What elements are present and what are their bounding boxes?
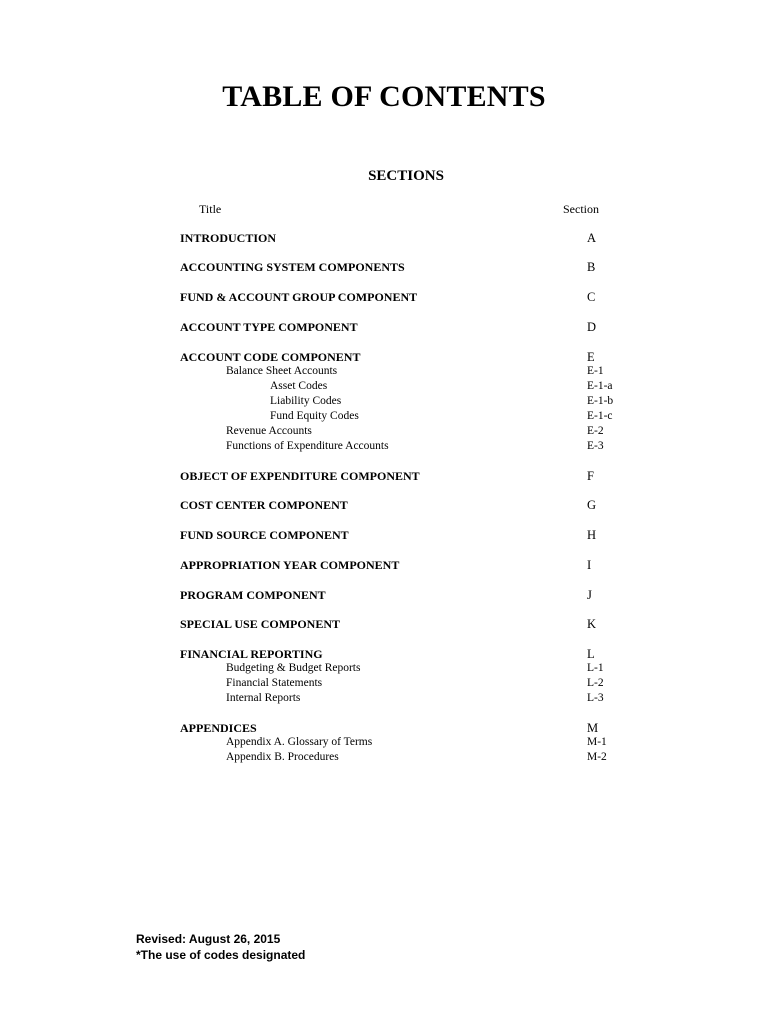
toc-entry-section: K xyxy=(587,617,597,631)
toc-entry-section: E-1 xyxy=(587,365,604,377)
toc-entry xyxy=(0,365,768,381)
toc-entry xyxy=(0,260,768,276)
toc-entry-title: COST CENTER COMPONENT xyxy=(180,498,348,512)
toc-entry-title: ACCOUNTING SYSTEM COMPONENTS xyxy=(180,260,405,274)
toc-entry-section: C xyxy=(587,290,596,304)
toc-entry-section: L-3 xyxy=(587,692,604,704)
toc-entry xyxy=(0,736,768,752)
toc-entry-title: Internal Reports xyxy=(226,692,301,704)
toc-entry-title: Financial Statements xyxy=(226,677,323,689)
toc-entry xyxy=(0,290,768,306)
toc-entry xyxy=(0,662,768,678)
toc-entry-section: E-1-a xyxy=(587,380,613,392)
toc-entry xyxy=(0,350,768,366)
toc-entry-section: L-1 xyxy=(587,662,604,674)
toc-entry-title: PROGRAM COMPONENT xyxy=(180,588,326,602)
toc-entry-section: J xyxy=(587,588,592,602)
toc-entry-section: E-1-c xyxy=(587,410,613,422)
toc-entry xyxy=(0,677,768,693)
toc-entry-title: INTRODUCTION xyxy=(180,231,277,245)
sections-heading: SECTIONS xyxy=(368,168,444,184)
toc-entry-section: D xyxy=(587,320,597,334)
toc-entry xyxy=(0,647,768,663)
toc-entry-title: Appendix A. Glossary of Terms xyxy=(226,736,373,748)
toc-entry-title: ACCOUNT CODE COMPONENT xyxy=(180,350,361,364)
toc-entry-section: L-2 xyxy=(587,677,604,689)
toc-entry-title: Asset Codes xyxy=(270,380,328,392)
footer-note: *The use of codes designated xyxy=(136,948,306,962)
toc-entry xyxy=(0,440,768,456)
toc-entry xyxy=(0,528,768,544)
toc-entry xyxy=(0,425,768,441)
toc-entry-section: A xyxy=(587,231,597,245)
toc-entry-section: L xyxy=(587,647,595,661)
toc-entry xyxy=(0,692,768,708)
toc-entry xyxy=(0,380,768,396)
toc-entry-title: Revenue Accounts xyxy=(226,425,312,437)
toc-entry-section: M-2 xyxy=(587,751,607,763)
toc-entry xyxy=(0,410,768,426)
toc-entry-section: B xyxy=(587,260,596,274)
toc-entry-title: Functions of Expenditure Accounts xyxy=(226,440,389,452)
toc-entry xyxy=(0,617,768,633)
toc-entry-section: H xyxy=(587,528,597,542)
toc-entry xyxy=(0,751,768,767)
toc-entry-section: E-3 xyxy=(587,440,604,452)
toc-entry-title: Appendix B. Procedures xyxy=(226,751,339,763)
toc-entry-title: OBJECT OF EXPENDITURE COMPONENT xyxy=(180,469,420,483)
revised-date: Revised: August 26, 2015 xyxy=(136,932,281,946)
toc-entry-title: ACCOUNT TYPE COMPONENT xyxy=(180,320,358,334)
toc-entry xyxy=(0,588,768,604)
toc-entry-title: Balance Sheet Accounts xyxy=(226,365,338,377)
toc-entry-section: E-1-b xyxy=(587,395,614,407)
toc-entry-section: E-2 xyxy=(587,425,604,437)
toc-entry xyxy=(0,498,768,514)
toc-entry-title: FUND & ACCOUNT GROUP COMPONENT xyxy=(180,290,418,304)
toc-entry xyxy=(0,721,768,737)
toc-entry-section: I xyxy=(587,558,592,572)
toc-entry-section: M-1 xyxy=(587,736,607,748)
toc-entry-title: FINANCIAL REPORTING xyxy=(180,647,323,661)
toc-entry xyxy=(0,231,768,247)
toc-entry-title: Budgeting & Budget Reports xyxy=(226,662,361,674)
toc-entry-section: M xyxy=(587,721,599,735)
toc-entry xyxy=(0,395,768,411)
toc-entry xyxy=(0,558,768,574)
toc-entry-title: APPROPRIATION YEAR COMPONENT xyxy=(180,558,400,572)
toc-entry-title: APPENDICES xyxy=(180,721,257,735)
page-title: TABLE OF CONTENTS xyxy=(222,80,546,113)
toc-entry-title: SPECIAL USE COMPONENT xyxy=(180,617,341,631)
toc-entry xyxy=(0,320,768,336)
title-column-header: Title xyxy=(199,202,222,216)
toc-entry-section: G xyxy=(587,498,597,512)
toc-entry-title: Liability Codes xyxy=(270,395,342,407)
toc-entry-title: Fund Equity Codes xyxy=(270,410,359,422)
toc-entry xyxy=(0,469,768,485)
section-column-header: Section xyxy=(563,202,599,216)
toc-entry-section: E xyxy=(587,350,595,364)
toc-entry-title: FUND SOURCE COMPONENT xyxy=(180,528,349,542)
toc-entry-section: F xyxy=(587,469,594,483)
